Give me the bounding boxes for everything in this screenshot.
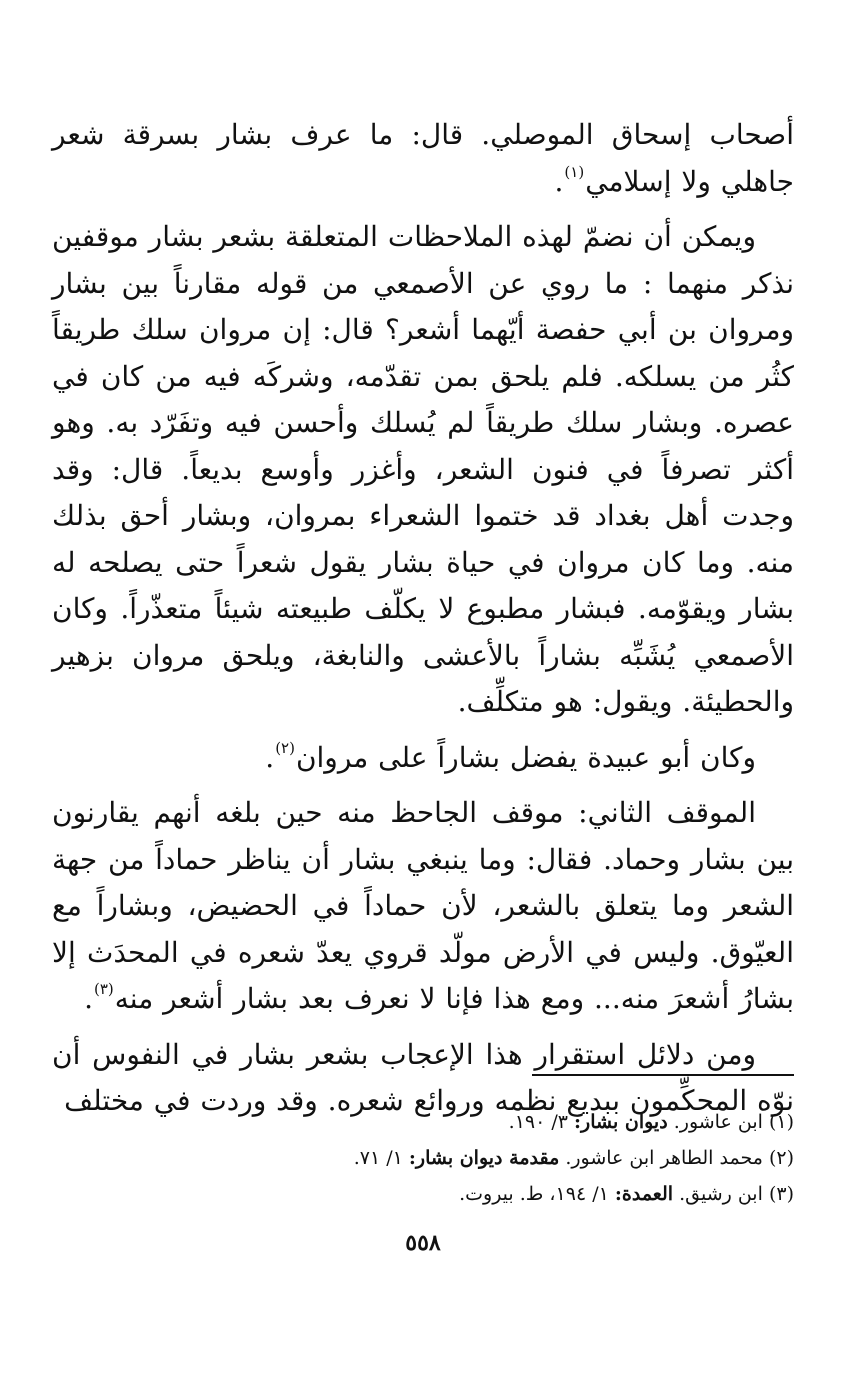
paragraph-2 bbox=[52, 214, 794, 726]
footnote-ref-3: (٣) bbox=[94, 980, 114, 998]
footnote-3 bbox=[52, 1176, 794, 1212]
footnote-locator: ١/ ١٩٤، ط. بيروت. bbox=[459, 1183, 609, 1205]
paragraph-3 bbox=[52, 735, 794, 782]
paragraph-text: وكان أبو عبيدة يفضل بشاراً على مروان bbox=[295, 740, 756, 774]
footnote-locator: ٣/ ١٩٠. bbox=[508, 1111, 568, 1133]
sentence-end: . bbox=[84, 982, 93, 1015]
footnote-number: (٢) bbox=[768, 1147, 794, 1169]
footnote-title: العمدة: bbox=[614, 1183, 674, 1205]
sentence-end: . bbox=[554, 164, 564, 198]
footnote-ref-1: (١) bbox=[564, 162, 585, 181]
footnote-locator: ١/ ٧١. bbox=[353, 1147, 403, 1169]
footnote-number: (٣) bbox=[768, 1183, 794, 1205]
book-page bbox=[52, 112, 794, 1384]
footnote-ref-2: (٢) bbox=[275, 738, 295, 757]
page-number: ٥٥٨ bbox=[405, 1230, 441, 1256]
paragraph-text: أصحاب إسحاق الموصلي. قال: ما عرف بشار بسرقة شعر جاهلي ولا إسلامي bbox=[52, 118, 794, 198]
footnote-author: ابن عاشور. bbox=[673, 1111, 763, 1133]
paragraph-text: الموقف الثاني: موقف الجاحظ منه حين بلغه أنهم يقارنون بين بشار وحماد. فقال: وما ينبغي بشار أن يناظر حماداً من جهة الشعر وما يتعلق بالشعر، لأن حماداً في الحضيض، وبشاراً مع العيّوق. وليس في الأرض مولّد قروي يعدّ شعره في المحدَث إلا بشارُ أشعرَ منه... ومع هذا فإنا لا نعرف بعد بشار أشعر منه bbox=[52, 796, 794, 1015]
footnote-title: مقدمة ديوان بشار: bbox=[408, 1147, 560, 1169]
paragraph-1 bbox=[52, 112, 794, 205]
footnote-author: ابن رشيق. bbox=[679, 1183, 763, 1205]
footnote-divider bbox=[532, 1074, 794, 1076]
paragraph-4 bbox=[52, 790, 794, 1023]
footnote-2 bbox=[52, 1140, 794, 1176]
footnote-number: (١) bbox=[768, 1111, 794, 1133]
paragraph-text: ويمكن أن نضمّ لهذه الملاحظات المتعلقة بشعر بشار موقفين نذكر منهما : ما روي عن الأصمعي من قوله مقارناً بين بشار ومروان بن أبي حفصة أيّهما أشعر؟ قال: إن مروان سلك طريقاً كثُر من يسلكه. فلم يلحق بمن تقدّمه، وشركَه فيه من كان في عصره. وبشار سلك طريقاً لم يُسلك وأحسن فيه وتفَرّد به. وهو أكثر تصرفاً في فنون الشعر، وأغزر وأوسع بديعاً. قال: وقد وجدت أهل بغداد قد ختموا الشعراء بمروان، وبشار أحق بذلك منه. وما كان مروان في حياة بشار يقول شعراً حتى يصلحه له بشار ويقوّمه. فبشار مطبوع لا يكلّف طبيعته شيئاً متعذّراً. وكان الأصمعي يُشَبِّه بشاراً بالأعشى والنابغة، ويلحق مروان بزهير والحطيئة. ويقول: هو متكلِّف. bbox=[52, 220, 794, 718]
footnote-1 bbox=[52, 1104, 794, 1140]
footnote-title: ديوان بشار: bbox=[574, 1111, 668, 1133]
footnote-author: محمد الطاهر ابن عاشور. bbox=[565, 1147, 763, 1169]
sentence-end: . bbox=[265, 740, 275, 774]
footnotes bbox=[52, 1104, 794, 1212]
paragraph-text: ومن دلائل استقرار هذا الإعجاب بشعر بشار في النفوس أن نوّه المحكِّمون ببديع نظمه وروائع شعره. وقد وردت في مختلف bbox=[52, 1037, 794, 1117]
